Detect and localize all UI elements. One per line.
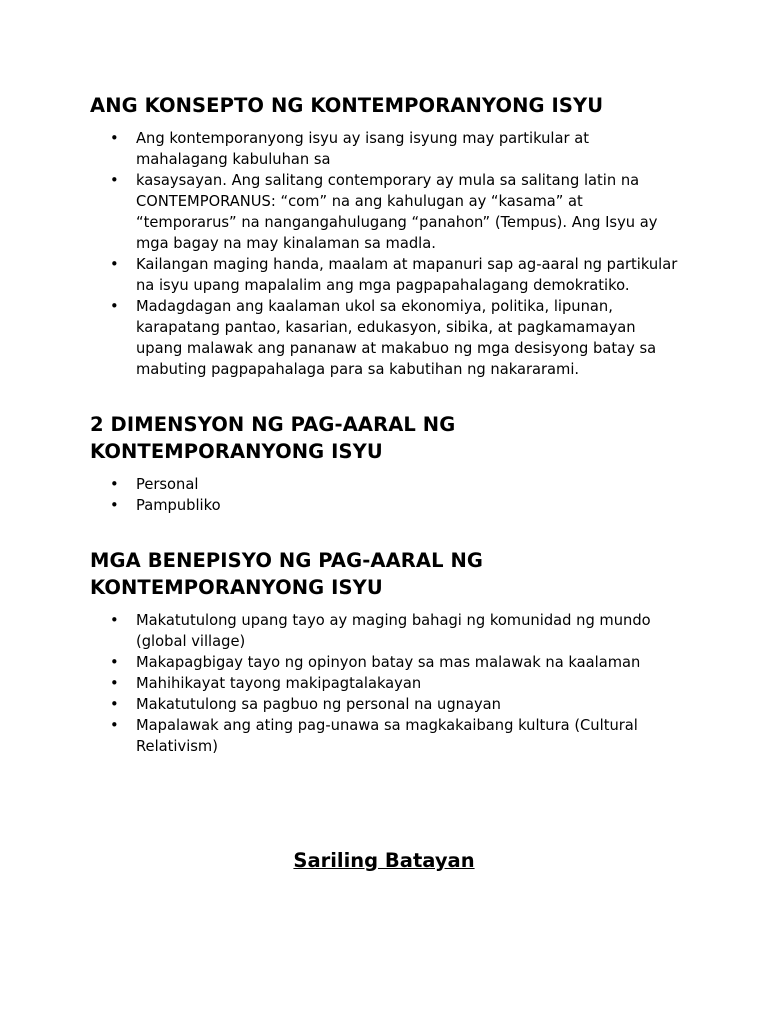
bullet-icon: • bbox=[110, 675, 119, 692]
section-title-konsepto: ANG KONSEPTO NG KONTEMPORANYONG ISYU bbox=[90, 94, 604, 117]
bullet-icon: • bbox=[110, 172, 119, 189]
dimensyon-list bbox=[90, 474, 690, 516]
benepisyo-list bbox=[90, 610, 690, 757]
bullet-icon: • bbox=[110, 256, 119, 273]
list-item: • Makapagbigay tayo ng opinyon batay sa mas malawak na kaalaman bbox=[110, 654, 641, 671]
bullet-icon: • bbox=[110, 130, 119, 147]
bullet-icon: • bbox=[110, 654, 119, 671]
bullet-icon: • bbox=[110, 612, 119, 629]
bullet-icon: • bbox=[110, 717, 119, 734]
list-item: • Mapalawak ang ating pag-unawa sa magkakaibang kultura (Cultural Relativism) bbox=[110, 717, 638, 755]
section-title-dimensyon: 2 DIMENSYON NG PAG-AARAL NG KONTEMPORANYONG ISYU bbox=[90, 413, 456, 463]
footer-title: Sariling Batayan bbox=[293, 849, 475, 872]
konsepto-list bbox=[90, 128, 690, 380]
list-item: • Makatutulong sa pagbuo ng personal na ugnayan bbox=[110, 696, 501, 713]
list-item: • Makatutulong upang tayo ay maging bahagi ng komunidad ng mundo (global village) bbox=[110, 612, 651, 650]
document-body bbox=[90, 92, 690, 757]
list-item: • Madagdagan ang kaalaman ukol sa ekonomiya, politika, lipunan, karapatang pantao, kasarian, edukasyon, sibika, at pagkamamayan upang malawak ang pananaw at makabuo ng mga desisyong batay sa mabuting pagpapahalaga para sa kabutihan ng nakararami. bbox=[110, 298, 657, 378]
list-item: • Ang kontemporanyong isyu ay isang isyung may partikular at mahalagang kabuluhan sa bbox=[110, 130, 589, 168]
bullet-icon: • bbox=[110, 476, 119, 493]
list-item: • kasaysayan. Ang salitang contemporary ay mula sa salitang latin na CONTEMPORANUS: “com” na ang kahulugan ay “kasama” at “temporarus” na nangangahulugang “panahon” (Tempus). Ang Isyu ay mga bagay na may kinalaman sa madla. bbox=[110, 172, 658, 252]
bullet-icon: • bbox=[110, 497, 119, 514]
section-title-benepisyo: MGA BENEPISYO NG PAG-AARAL NG KONTEMPORANYONG ISYU bbox=[90, 549, 484, 599]
bullet-icon: • bbox=[110, 696, 119, 713]
list-item: • Kailangan maging handa, maalam at mapanuri sap ag-aaral ng partikular na isyu upang mapalalim ang mga pagpapahalagang demokratiko. bbox=[110, 256, 678, 294]
bullet-icon: • bbox=[110, 298, 119, 315]
list-item: • Personal bbox=[110, 476, 199, 493]
list-item: • Pampubliko bbox=[110, 497, 221, 514]
list-item: • Mahihikayat tayong makipagtalakayan bbox=[110, 675, 422, 692]
